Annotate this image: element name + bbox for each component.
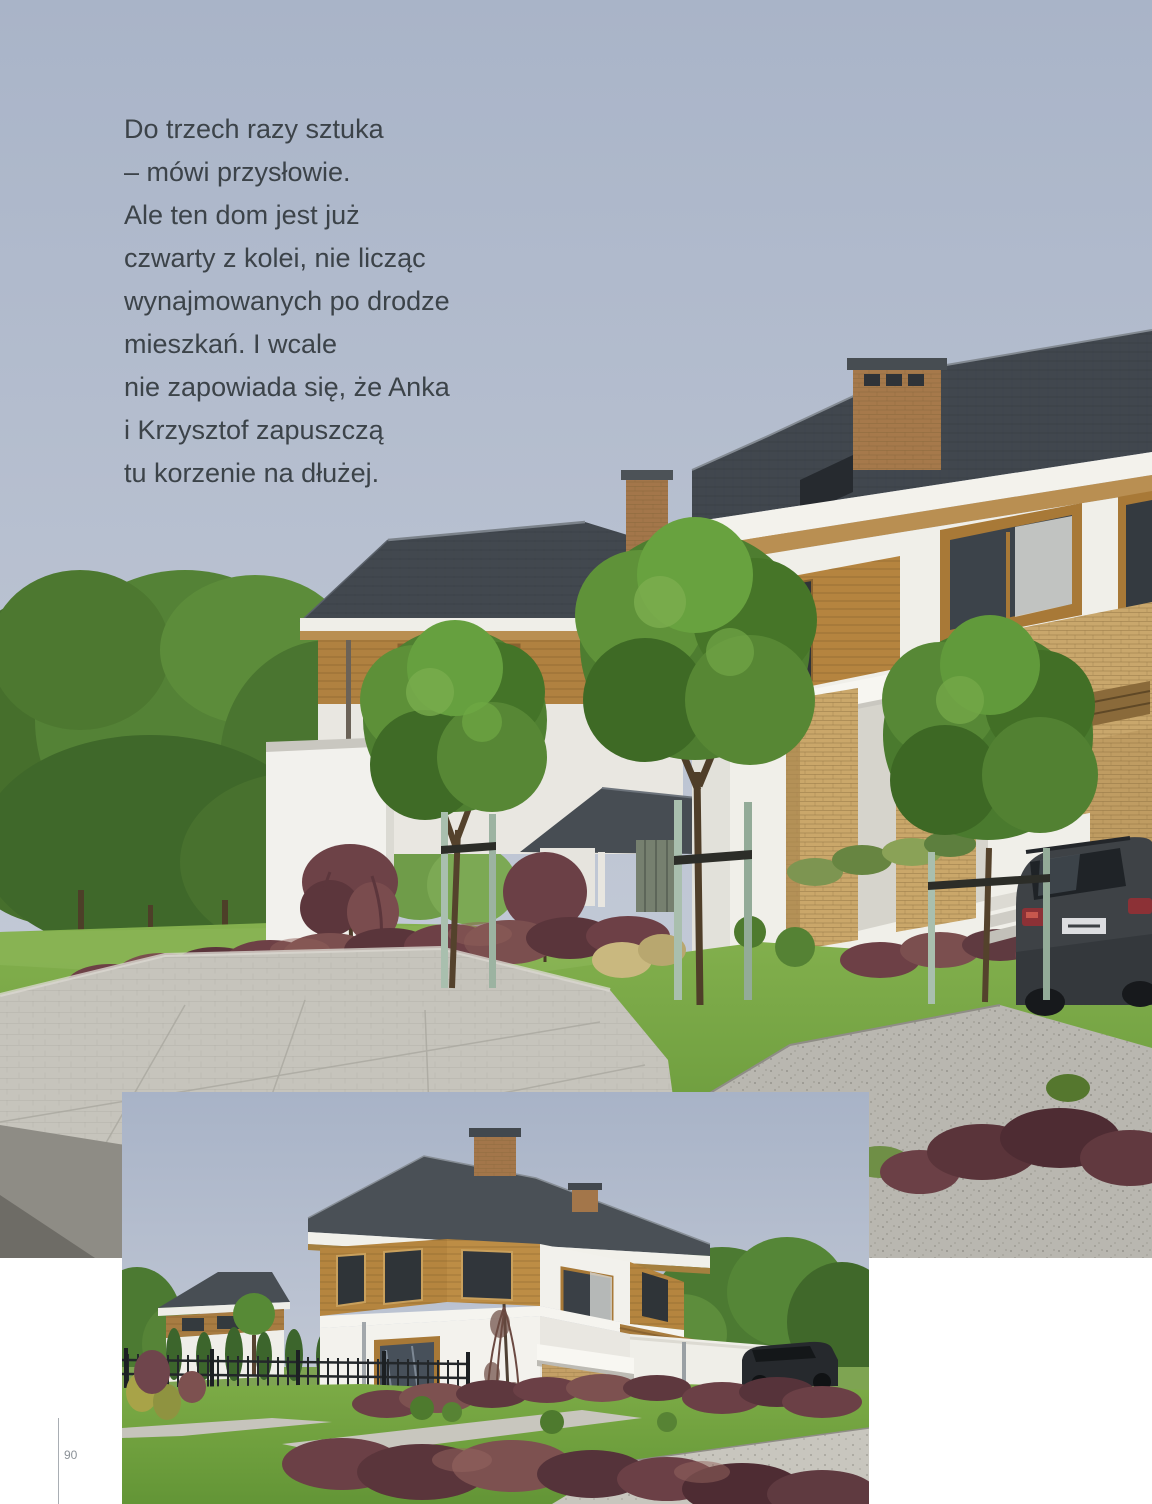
intro-text <box>124 108 504 495</box>
intro-line: tu korzenie na dłużej. <box>124 458 380 488</box>
intro-line: – mówi przysłowie. <box>124 157 351 187</box>
inset-photo <box>122 1092 869 1504</box>
intro-line: mieszkań. I wcale <box>124 329 338 359</box>
intro-line: czwarty z kolei, nie licząc <box>124 243 426 273</box>
intro-line: nie zapowiada się, że Anka <box>124 372 450 402</box>
intro-line: Do trzech razy sztuka <box>124 114 384 144</box>
folio-rule <box>58 1418 59 1504</box>
intro-line: wynajmowanych po drodze <box>124 286 450 316</box>
suv-car <box>1016 837 1152 1016</box>
intro-line: i Krzysztof zapuszczą <box>124 415 384 445</box>
intro-line: Ale ten dom jest już <box>124 200 360 230</box>
page-number: 90 <box>64 1448 78 1462</box>
